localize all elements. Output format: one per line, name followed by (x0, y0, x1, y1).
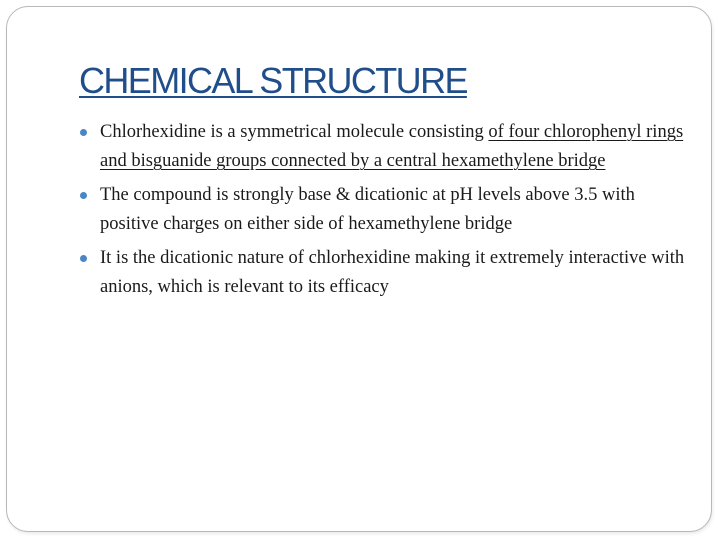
slide-title: CHEMICAL STRUCTURE (79, 60, 467, 101)
bullet-item-2 (100, 181, 685, 239)
bullet-item-3 (100, 244, 685, 302)
bullet-dot-icon (80, 192, 87, 199)
bullet-list (100, 118, 685, 307)
bullet-dot-icon (80, 255, 87, 262)
bullet-1-text: Chlorhexidine is a symmetrical molecule consisting (100, 122, 489, 142)
bullet-dot-icon (80, 129, 87, 136)
bullet-item-1 (100, 118, 685, 176)
bullet-3-text: It is the dicationic nature of chlorhexidine making it extremely interactive with anions, which is relevant to its efficacy (100, 248, 685, 297)
bullet-2-text: The compound is strongly base & dicationic at pH levels above 3.5 with positive charges on either side of hexamethylene bridge (100, 185, 635, 234)
bullet-1-underlined-text: of four chlorophenyl rings and bisguanide groups connected by a central hexamethylene bridge (100, 122, 684, 171)
